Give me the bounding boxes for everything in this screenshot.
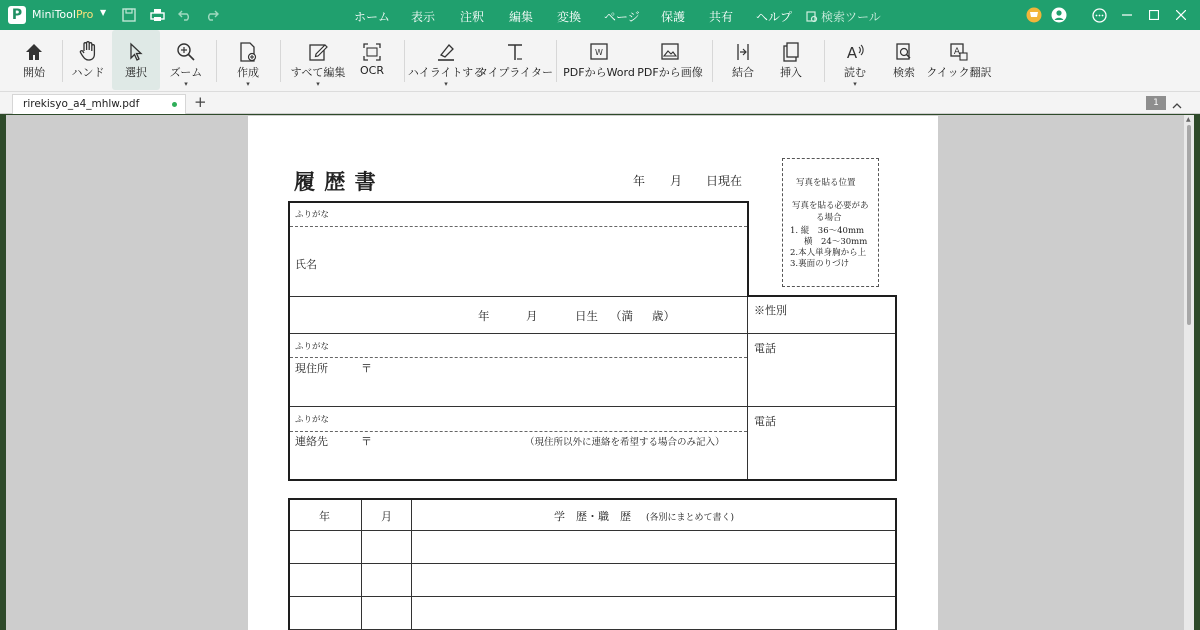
search-tools-label: 検索ツール (821, 10, 881, 24)
insert-page-icon (782, 42, 800, 62)
scroll-up-icon[interactable]: ▲ (1186, 116, 1191, 123)
home-label: 開始 (23, 66, 45, 79)
menu-help[interactable]: ヘルプ (756, 10, 793, 24)
redo-icon[interactable] (204, 7, 220, 23)
separator (280, 40, 281, 82)
contact-label: 連絡先 (295, 435, 328, 448)
ribbon-toolbar (0, 30, 1200, 92)
svg-text:A: A (846, 44, 858, 62)
separator (62, 40, 63, 82)
merge-button[interactable] (724, 30, 762, 90)
highlight-button[interactable] (407, 30, 485, 90)
postal-mark: 〒 (361, 362, 372, 375)
hand-tool-button[interactable] (68, 30, 108, 90)
highlight-label: ハイライトする (407, 66, 485, 79)
hand-icon (78, 40, 98, 62)
document-tab[interactable] (12, 94, 186, 114)
chevron-down-icon: ▾ (853, 80, 857, 88)
name-label: 氏名 (295, 258, 317, 271)
address-label: 現住所 (295, 362, 328, 375)
form-border (747, 295, 897, 297)
menu-home[interactable]: ホーム (354, 10, 391, 24)
history-month-header: 月 (381, 510, 392, 523)
app-name-text: MiniTool (32, 8, 76, 21)
merge-icon (733, 42, 753, 62)
photo-box-title: 写真を貼る位置 (796, 178, 856, 188)
search-tools-icon (806, 11, 818, 23)
separator (712, 40, 713, 82)
ocr-label: OCR (360, 64, 384, 77)
home-button[interactable] (14, 30, 54, 90)
history-header: 学 歴・職 歴 (554, 510, 631, 523)
form-border (288, 479, 897, 481)
document-viewer[interactable] (6, 115, 1194, 630)
age-close: 歳） (652, 309, 675, 323)
form-border (288, 201, 749, 203)
pdf-to-word-icon (588, 42, 610, 62)
date-day: 日現在 (706, 174, 743, 188)
insert-label: 挿入 (780, 66, 802, 79)
print-icon[interactable] (149, 7, 165, 23)
merge-label: 結合 (732, 66, 754, 79)
form-border (288, 201, 290, 481)
row-divider (290, 333, 895, 334)
account-icon[interactable] (1050, 6, 1068, 24)
unsaved-indicator-icon (172, 102, 177, 107)
read-aloud-button[interactable] (836, 30, 874, 90)
menu-annotate[interactable]: 注釈 (460, 10, 485, 24)
chevron-up-icon[interactable] (1172, 96, 1182, 115)
vertical-scrollbar[interactable] (1184, 115, 1194, 630)
dashed-divider (290, 357, 747, 358)
hand-label: ハンド (71, 66, 105, 79)
pdf-page (248, 116, 938, 630)
column-divider (361, 500, 362, 630)
quick-translate-button[interactable] (928, 30, 990, 90)
menu-view[interactable]: 表示 (411, 10, 436, 24)
cursor-icon (128, 42, 144, 62)
photo-box-line: る場合 (816, 213, 842, 223)
photo-box-line: 1. 縦 36～40mm (790, 226, 865, 236)
select-tool-button[interactable] (112, 30, 160, 90)
scrollbar-thumb[interactable] (1187, 125, 1191, 325)
row-divider (290, 296, 747, 297)
edit-icon (308, 42, 328, 62)
minimize-icon[interactable] (1118, 6, 1136, 24)
ocr-icon (362, 42, 382, 62)
pdf-to-word-label: PDFからWord (563, 66, 635, 79)
row-divider (290, 406, 895, 407)
date-year: 年 (633, 174, 646, 188)
contact-note: （現住所以外に連絡を希望する場合のみ記入） (525, 437, 725, 448)
row-divider (290, 563, 895, 564)
separator (556, 40, 557, 82)
phone-label: 電話 (754, 415, 776, 428)
typewriter-button[interactable] (476, 30, 554, 90)
app-menu-caret-icon[interactable]: ▼ (100, 8, 107, 17)
menu-share[interactable]: 共有 (709, 10, 734, 24)
chevron-down-icon: ▾ (316, 80, 320, 88)
birth-year: 年 (478, 309, 490, 323)
create-label: 作成 (237, 66, 259, 79)
row-divider (290, 596, 895, 597)
svg-text:A: A (953, 47, 961, 57)
app-edition: Pro (75, 8, 94, 21)
form-border (895, 295, 897, 481)
typewriter-label: タイプライター (476, 66, 554, 79)
zoom-label: ズーム (169, 66, 203, 79)
zoom-icon (176, 42, 196, 62)
contact-furigana-label: ふりがな (295, 415, 330, 425)
birth-month: 月 (526, 309, 538, 323)
pdf-to-image-button[interactable] (638, 30, 702, 90)
maximize-icon[interactable] (1145, 6, 1163, 24)
home-icon (24, 42, 44, 62)
photo-box-line: 横 24～30mm (804, 237, 868, 247)
address-furigana-label: ふりがな (295, 342, 330, 352)
form-border (747, 201, 749, 297)
menu-convert[interactable]: 変換 (557, 10, 582, 24)
insert-button[interactable] (772, 30, 810, 90)
dashed-divider (290, 431, 747, 432)
create-button[interactable] (226, 30, 270, 90)
separator (824, 40, 825, 82)
separator (404, 40, 405, 82)
photo-box-line: 2.本人単身胸から上 (790, 248, 867, 258)
search-button[interactable] (886, 30, 922, 90)
column-divider (747, 297, 748, 479)
create-doc-icon (239, 42, 257, 62)
pdf-to-image-label: PDFから画像 (637, 66, 703, 79)
document-title: 履 歴 書 (294, 169, 377, 194)
search-label: 検索 (893, 66, 915, 79)
phone-label: 電話 (754, 342, 776, 355)
birth-day: 日生 (575, 309, 598, 323)
age-open: （満 (610, 309, 633, 323)
row-divider (290, 530, 895, 531)
history-header-note: (各別にまとめて書く) (646, 513, 735, 523)
save-icon[interactable] (121, 7, 137, 23)
zoom-button[interactable] (164, 30, 208, 90)
page-count-badge: 1 (1146, 96, 1166, 110)
edit-all-button[interactable] (290, 30, 346, 90)
document-tab-strip (0, 92, 1200, 114)
search-tools-button[interactable] (806, 8, 881, 25)
cart-icon[interactable] (1025, 6, 1043, 24)
chevron-down-icon: ▾ (246, 80, 250, 88)
read-aloud-icon (845, 42, 865, 62)
translate-icon (949, 42, 969, 62)
gender-label: ※性別 (754, 304, 787, 317)
quick-translate-label: クイック翻訳 (926, 66, 992, 79)
menu-page[interactable]: ページ (604, 10, 640, 24)
highlighter-icon (436, 42, 456, 62)
svg-text:W: W (595, 48, 603, 57)
separator (216, 40, 217, 82)
read-label: 読む (844, 66, 866, 79)
chevron-down-icon: ▾ (184, 80, 188, 88)
column-divider (411, 500, 412, 630)
ocr-button[interactable] (354, 30, 390, 90)
pdf-to-image-icon (659, 42, 681, 62)
dashed-divider (290, 226, 747, 227)
date-month: 月 (670, 174, 683, 188)
app-name[interactable] (32, 8, 93, 21)
search-doc-icon (894, 42, 914, 62)
text-tool-icon (505, 42, 525, 62)
app-logo-icon: P (8, 6, 26, 24)
chevron-down-icon: ▾ (444, 80, 448, 88)
menu-protect[interactable]: 保護 (661, 10, 686, 24)
document-tab-filename: rirekisyo_a4_mhlw.pdf (23, 98, 140, 110)
pdf-to-word-button[interactable] (563, 30, 635, 90)
edit-all-label: すべて編集 (290, 66, 346, 79)
add-tab-icon[interactable]: + (194, 93, 207, 111)
title-bar (0, 0, 1200, 30)
name-furigana-label: ふりがな (295, 210, 330, 220)
select-label: 選択 (125, 66, 147, 79)
feedback-icon[interactable] (1090, 6, 1108, 24)
close-icon[interactable] (1172, 6, 1190, 24)
undo-icon[interactable] (177, 7, 193, 23)
photo-box-line: 写真を貼る必要があ (792, 201, 869, 211)
postal-mark: 〒 (361, 435, 372, 448)
photo-box-line: 3.裏面のりづけ (790, 259, 850, 269)
menu-edit[interactable]: 編集 (509, 10, 534, 24)
history-year-header: 年 (319, 510, 330, 523)
